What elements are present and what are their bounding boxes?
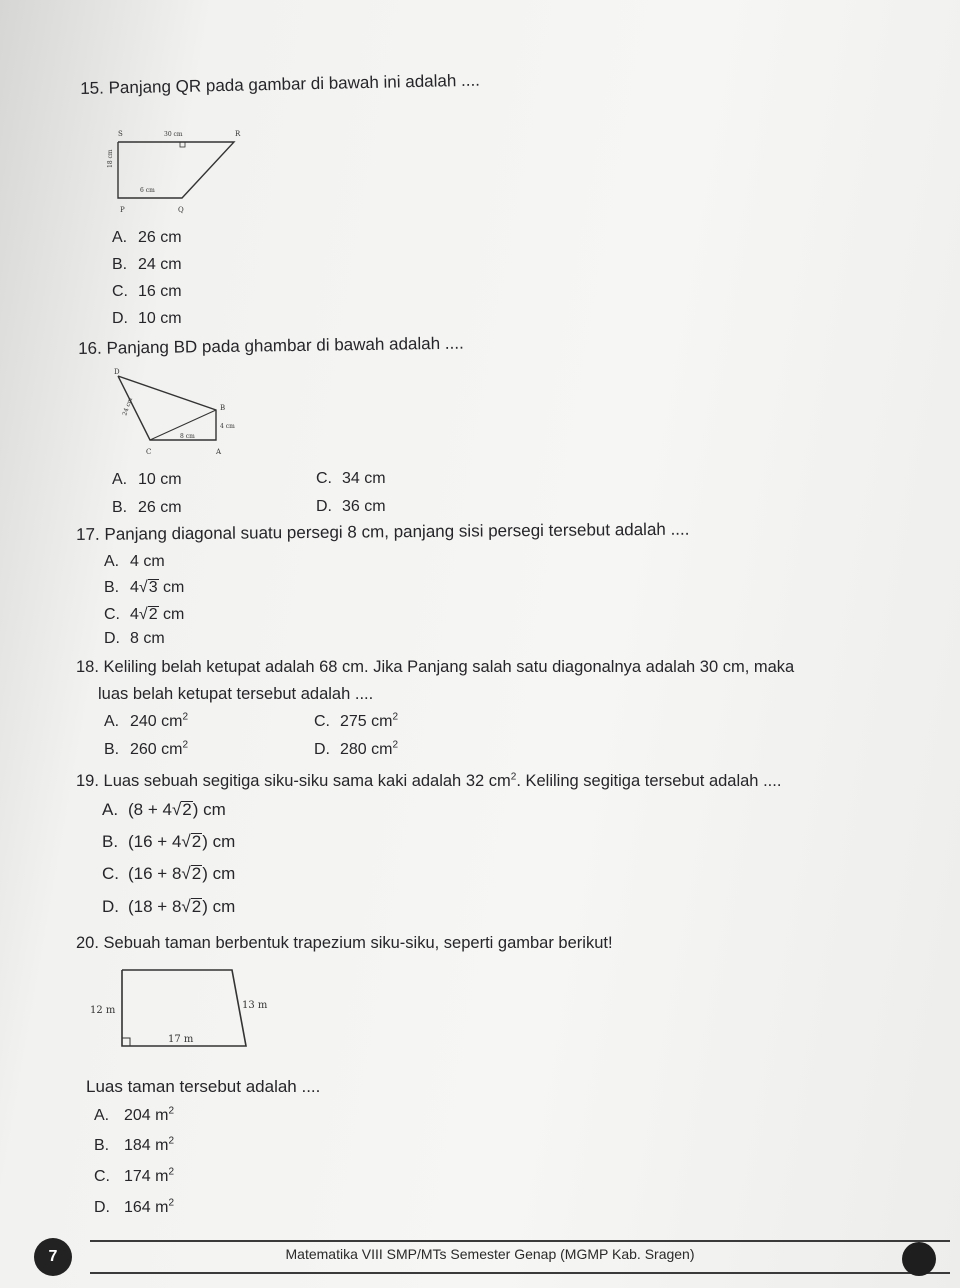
option-15a[interactable]: A. 26 cm [112,229,182,246]
option-16a[interactable]: A. 10 cm [112,471,182,488]
label-bottom: 8 cm [180,433,195,440]
label-left: 24 cm [121,396,135,417]
option-17c[interactable]: C. 4√2 cm [104,606,185,623]
option-17a[interactable]: A. 4 cm [104,553,165,570]
option-15c[interactable]: C. 16 cm [112,283,182,300]
question-18 [76,656,794,678]
label-q: Q [178,206,184,214]
option-20b[interactable]: B. 184 $m^2$ [94,1135,175,1154]
option-19c[interactable]: C. (16 + 8√2) cm [102,864,236,883]
page-footer [30,1236,950,1280]
question-number: 20. [76,934,99,952]
option-16d[interactable]: D. 36 cm [316,498,386,515]
question-17 [76,519,690,546]
option-18c[interactable]: C. 275 $cm^2$ [314,711,399,730]
option-17d[interactable]: D. 8 cm [104,630,165,647]
question-text: Panjang diagonal suatu persegi 8 cm, panjang sisi persegi tersebut adalah .... [104,519,690,544]
question-number: 15. [80,78,105,98]
figure-triangles-abcd [104,364,244,465]
option-19a[interactable]: A. (8 + 4√2) cm [102,800,226,819]
option-16c[interactable]: C. 34 cm [316,470,386,487]
label-p: P [120,206,125,214]
option-19d[interactable]: D. (18 + 8√2) cm [102,897,236,916]
option-20d[interactable]: D. 164 $m^2$ [94,1197,175,1216]
label-left: 12 m [90,1005,116,1016]
label-s: S [118,130,123,138]
label-left: 18 cm [107,149,114,168]
question-15 [80,70,480,100]
label-right: 13 m [242,1000,268,1011]
option-18b[interactable]: B. 260 $cm^2$ [104,739,189,758]
figure-trapezium-pqrs [104,124,254,225]
footer-rule-bottom [90,1272,950,1274]
option-18a[interactable]: A. 240 $cm^2$ [104,711,189,730]
question-text: Sebuah taman berbentuk trapezium siku-siku, seperti gambar berikut! [103,934,613,952]
label-a: A [216,448,222,456]
option-16b[interactable]: B. 26 cm [112,499,182,516]
question-16 [78,333,464,360]
option-20c[interactable]: C. 174 $m^2$ [94,1166,175,1185]
question-20 [76,932,613,954]
page-corner-mark [902,1242,936,1276]
option-15b[interactable]: B. 24 cm [112,256,182,273]
footer-rule-top [90,1240,950,1242]
question-18-line2: luas belah ketupat tersebut adalah .... [98,685,374,703]
option-17b[interactable]: B. 4√3 cm [104,579,185,596]
label-r: R [235,130,241,138]
option-18d[interactable]: D. 280 $cm^2$ [314,739,399,758]
question-number: 17. [76,524,100,544]
label-d: D [114,368,120,376]
question-19: 19. Luas sebuah segitiga siku-siku sama kaki adalah 32 $cm^2$. Keliling segitiga tersebut adalah .... [76,771,782,790]
option-20a[interactable]: A. 204 $m^2$ [94,1105,175,1124]
question-number: 16. [78,338,102,358]
figure-right-trapezium [86,964,286,1059]
footer-text: Matematika VIII SMP/MTs Semester Genap (MGMP Kab. Sragen) [285,1246,695,1262]
label-bottom: 17 m [168,1034,194,1045]
question-20-prompt: Luas taman tersebut adalah .... [86,1077,321,1096]
page-number: 7 [34,1238,72,1276]
label-c: C [146,448,152,456]
question-number: 19. [76,772,99,790]
label-bottom: 6 cm [140,187,155,194]
option-15d[interactable]: D. 10 cm [112,310,182,327]
option-19b[interactable]: B. (16 + 4√2) cm [102,832,236,851]
question-text: Panjang BD pada ghambar di bawah adalah .... [106,333,464,358]
label-top: 30 cm [164,131,183,138]
question-text: Panjang QR pada gambar di bawah ini adalah .... [108,70,481,98]
question-text: Keliling belah ketupat adalah 68 cm. Jika Panjang salah satu diagonalnya adalah 30 cm, maka [103,658,795,676]
label-right: 4 cm [220,423,235,430]
question-number: 18. [76,658,99,676]
label-b: B [220,404,226,412]
